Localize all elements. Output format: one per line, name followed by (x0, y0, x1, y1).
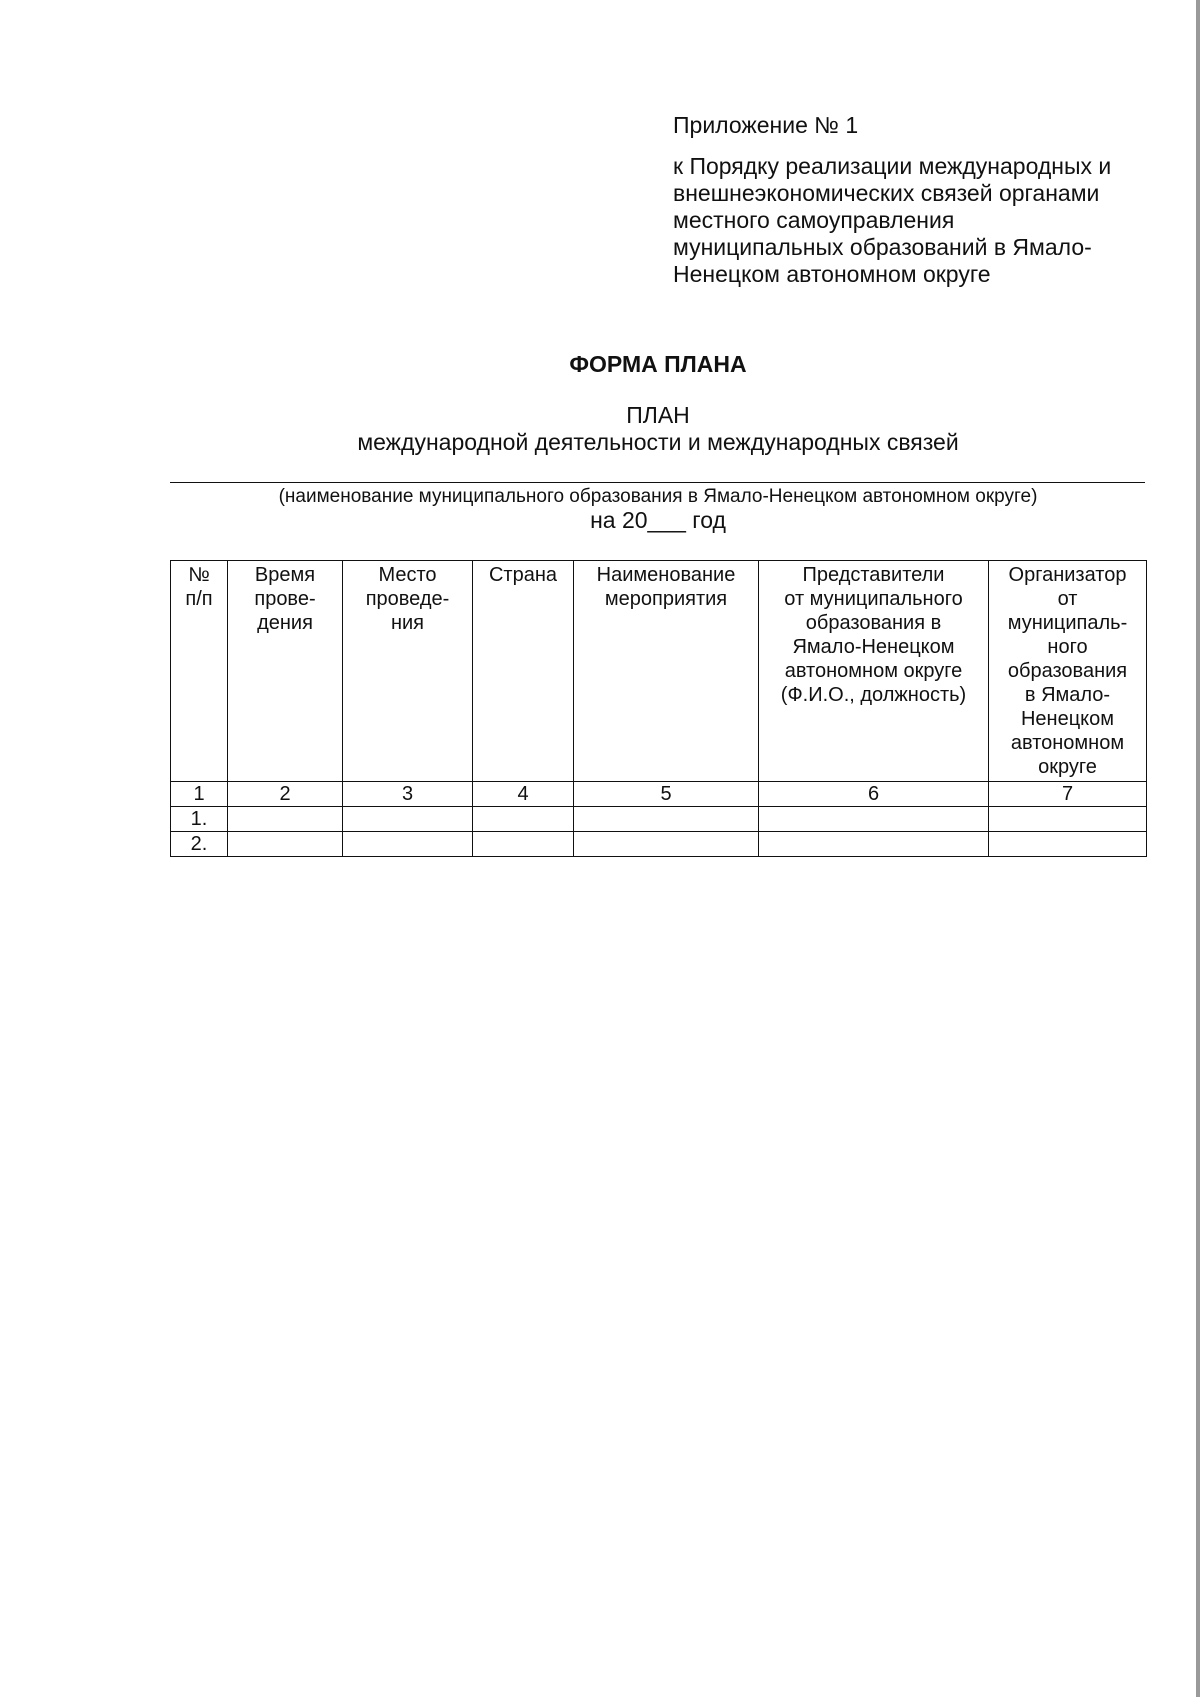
table-cell (574, 807, 759, 832)
row-number-cell: 2. (171, 832, 228, 857)
form-title: ФОРМА ПЛАНА (569, 351, 747, 377)
column-number-cell: 4 (473, 782, 574, 807)
table-header-row (171, 561, 1147, 782)
plan-year-line: на 20___ год (590, 507, 726, 533)
column-number-cell: 1 (171, 782, 228, 807)
appendix-line: к Порядку реализации международных и (673, 153, 1112, 179)
table-cell (759, 807, 989, 832)
table-cell (989, 832, 1147, 857)
appendix-line: внешнеэкономических связей органами (673, 180, 1100, 206)
municipality-name-field-line (170, 482, 1145, 483)
column-numbers-row (171, 782, 1147, 807)
column-number-cell: 2 (228, 782, 343, 807)
table-cell (574, 832, 759, 857)
column-number-cell: 3 (343, 782, 473, 807)
column-number-cell: 5 (574, 782, 759, 807)
header-cell-place: Место проведе- ния (343, 561, 473, 782)
plan-title (0, 402, 1200, 456)
plan-title-line1: ПЛАН (626, 402, 690, 428)
header-cell-organizer: Организатор от муниципаль- ного образования в Ямало- Ненецком автономном округе (989, 561, 1147, 782)
header-cell-country: Страна (473, 561, 574, 782)
header-cell-number: № п/п (171, 561, 228, 782)
column-number-cell: 6 (759, 782, 989, 807)
appendix-line: местного самоуправления (673, 207, 955, 233)
header-cell-event-name: Наименование мероприятия (574, 561, 759, 782)
table-cell (473, 807, 574, 832)
appendix-line: муниципальных образований в Ямало- (673, 234, 1092, 260)
header-cell-representatives: Представители от муниципального образования в Ямало-Ненецком автономном округе (Ф.И.О., должность) (759, 561, 989, 782)
table-cell (473, 832, 574, 857)
table-row (171, 832, 1147, 857)
appendix-block (673, 112, 1163, 288)
plan-title-line2: международной деятельности и международных связей (357, 429, 959, 455)
column-number-cell: 7 (989, 782, 1147, 807)
table-cell (228, 832, 343, 857)
table-cell (759, 832, 989, 857)
appendix-line: Ненецком автономном округе (673, 261, 991, 287)
table-cell (343, 832, 473, 857)
table-cell (228, 807, 343, 832)
appendix-number: Приложение № 1 (673, 112, 859, 138)
municipality-name-caption: (наименование муниципального образования в Ямало-Ненецком автономном округе) (278, 486, 1038, 507)
table-cell (989, 807, 1147, 832)
page-edge-shadow (1196, 0, 1200, 1697)
plan-table (170, 560, 1147, 857)
table-row (171, 807, 1147, 832)
header-cell-time: Время прове- дения (228, 561, 343, 782)
row-number-cell: 1. (171, 807, 228, 832)
table-cell (343, 807, 473, 832)
